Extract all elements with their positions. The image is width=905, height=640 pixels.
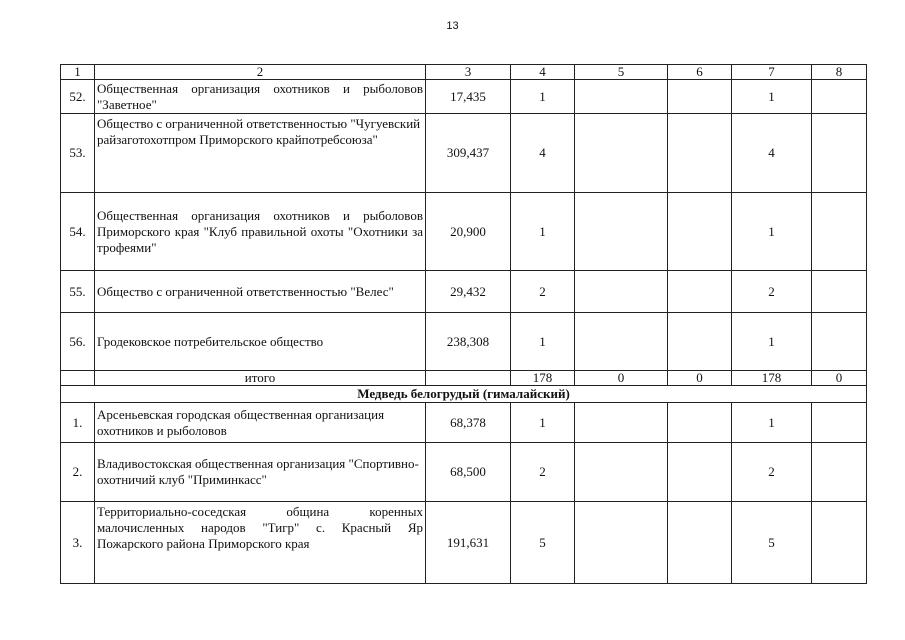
- cell-col8: [812, 403, 867, 443]
- cell-col6: [668, 193, 732, 271]
- quota-value: 5: [511, 502, 575, 584]
- table-row: [61, 271, 867, 313]
- cell-col7: 1: [732, 80, 812, 114]
- area-value: 191,631: [426, 502, 511, 584]
- area-value: 238,308: [426, 313, 511, 371]
- cell-col5: [575, 443, 668, 502]
- column-number-row: [61, 65, 867, 80]
- total-col4: 178: [511, 371, 575, 386]
- quota-value: 2: [511, 271, 575, 313]
- cell-col6: [668, 271, 732, 313]
- cell-col7: 2: [732, 271, 812, 313]
- total-area-cell: [426, 371, 511, 386]
- area-value: 68,378: [426, 403, 511, 443]
- cell-col8: [812, 193, 867, 271]
- area-value: 309,437: [426, 114, 511, 193]
- cell-col7: 4: [732, 114, 812, 193]
- row-number: 53.: [61, 114, 95, 193]
- quota-value: 1: [511, 80, 575, 114]
- cell-col8: [812, 313, 867, 371]
- column-header: 5: [575, 65, 668, 80]
- cell-col6: [668, 80, 732, 114]
- quota-value: 2: [511, 443, 575, 502]
- cell-col5: [575, 502, 668, 584]
- column-header: 7: [732, 65, 812, 80]
- quota-value: 1: [511, 193, 575, 271]
- cell-col8: [812, 271, 867, 313]
- cell-col5: [575, 80, 668, 114]
- cell-col8: [812, 443, 867, 502]
- cell-col7: 1: [732, 193, 812, 271]
- cell-col7: 5: [732, 502, 812, 584]
- row-number: 2.: [61, 443, 95, 502]
- page-number: 13: [446, 20, 459, 32]
- table-row: [61, 502, 867, 584]
- organization-name: Арсеньевская городская общественная организация охотников и рыболовов: [95, 403, 426, 443]
- quota-value: 1: [511, 403, 575, 443]
- total-col8: 0: [812, 371, 867, 386]
- area-value: 68,500: [426, 443, 511, 502]
- cell-col8: [812, 80, 867, 114]
- table-row: [61, 193, 867, 271]
- table-row: [61, 114, 867, 193]
- total-label: итого: [95, 371, 426, 386]
- organization-name: Общественная организация охотников и рыболовов "Заветное": [95, 80, 426, 114]
- row-number: 54.: [61, 193, 95, 271]
- cell-col5: [575, 193, 668, 271]
- row-number: 3.: [61, 502, 95, 584]
- cell-col5: [575, 313, 668, 371]
- hunting-quota-table: [60, 64, 867, 584]
- organization-name: Общество с ограниченной ответственностью "Велес": [95, 271, 426, 313]
- area-value: 20,900: [426, 193, 511, 271]
- row-number: 56.: [61, 313, 95, 371]
- quota-value: 1: [511, 313, 575, 371]
- row-number: 1.: [61, 403, 95, 443]
- column-header: 3: [426, 65, 511, 80]
- table-row: [61, 443, 867, 502]
- column-header: 6: [668, 65, 732, 80]
- area-value: 17,435: [426, 80, 511, 114]
- row-number: 55.: [61, 271, 95, 313]
- cell-col6: [668, 313, 732, 371]
- cell-col8: [812, 114, 867, 193]
- section-header-row: [61, 386, 867, 403]
- table-row: [61, 313, 867, 371]
- section-title: Медведь белогрудый (гималайский): [61, 386, 867, 403]
- organization-name: Общество с ограниченной ответственностью "Чугуевский райзаготохотпром Приморского крайпотребсоюза": [95, 114, 426, 193]
- cell-col7: 2: [732, 443, 812, 502]
- quota-value: 4: [511, 114, 575, 193]
- organization-name: Общественная организация охотников и рыболовов Приморского края "Клуб правильной охоты "Охотники за трофеями": [95, 193, 426, 271]
- cell-col6: [668, 502, 732, 584]
- organization-name: Территориально-соседская община коренных малочисленных народов "Тигр" с. Красный Яр Пожарского района Приморского края: [95, 502, 426, 584]
- cell-col6: [668, 443, 732, 502]
- column-header: 8: [812, 65, 867, 80]
- total-col7: 178: [732, 371, 812, 386]
- cell-col7: 1: [732, 313, 812, 371]
- cell-col6: [668, 114, 732, 193]
- area-value: 29,432: [426, 271, 511, 313]
- cell-col5: [575, 403, 668, 443]
- total-num-cell: [61, 371, 95, 386]
- total-col5: 0: [575, 371, 668, 386]
- column-header: 2: [95, 65, 426, 80]
- cell-col6: [668, 403, 732, 443]
- cell-col5: [575, 271, 668, 313]
- organization-name: Гродековское потребительское общество: [95, 313, 426, 371]
- table-row: [61, 80, 867, 114]
- organization-name: Владивостокская общественная организация "Спортивно-охотничий клуб "Приминкасс": [95, 443, 426, 502]
- row-number: 52.: [61, 80, 95, 114]
- column-header: 4: [511, 65, 575, 80]
- table-row: [61, 403, 867, 443]
- column-header: 1: [61, 65, 95, 80]
- cell-col8: [812, 502, 867, 584]
- cell-col5: [575, 114, 668, 193]
- total-col6: 0: [668, 371, 732, 386]
- cell-col7: 1: [732, 403, 812, 443]
- total-row: [61, 371, 867, 386]
